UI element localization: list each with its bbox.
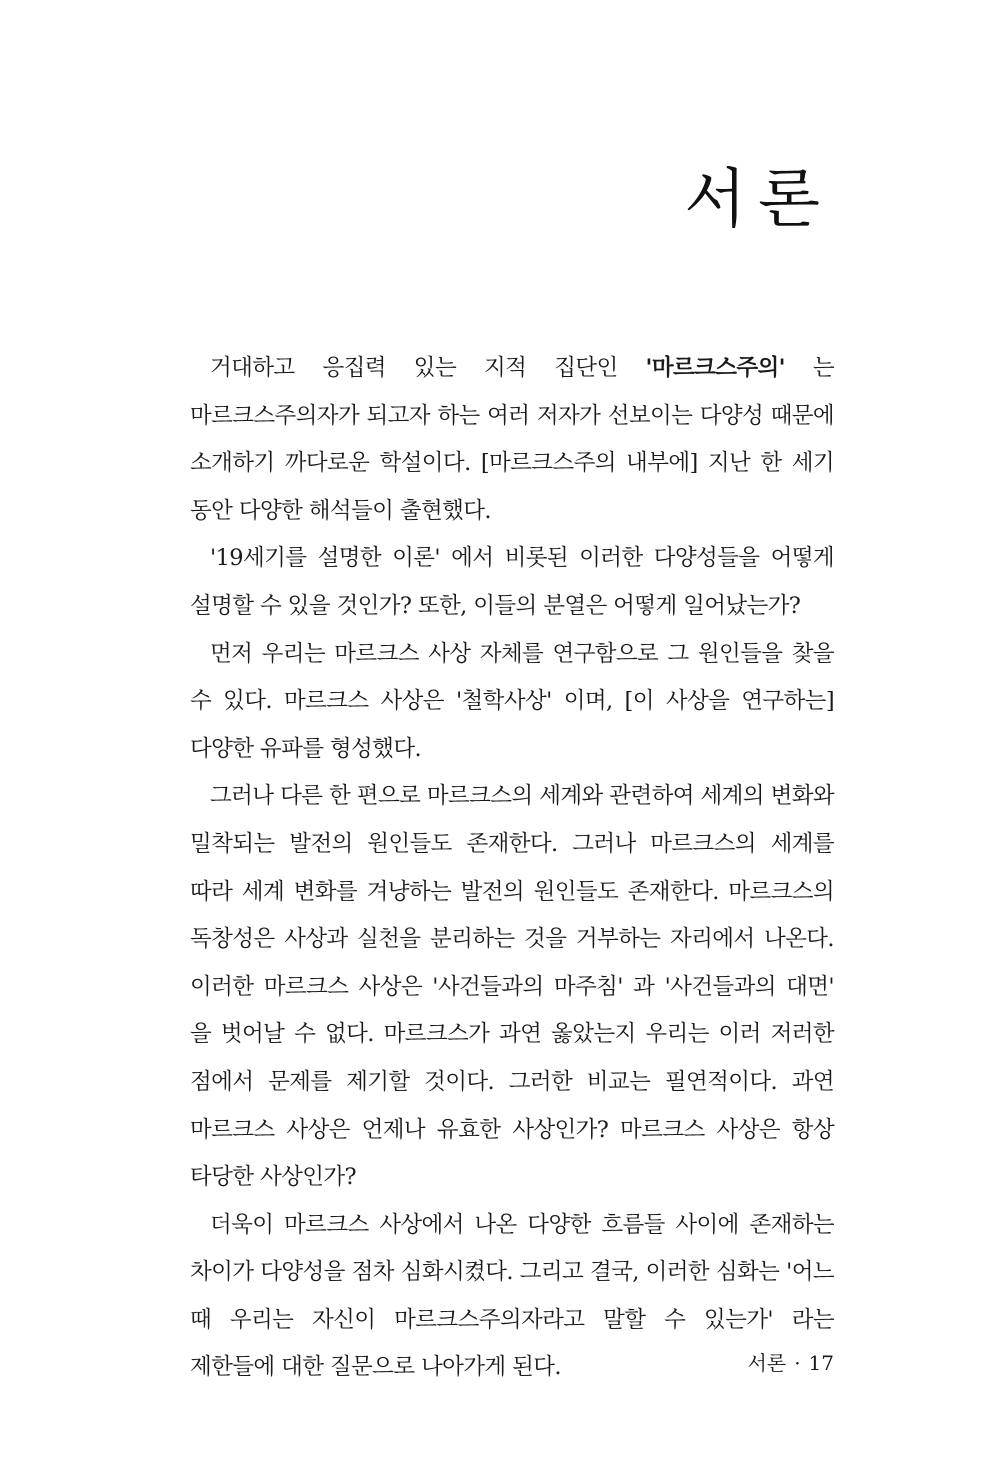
page-footer <box>748 1348 834 1378</box>
body-text <box>190 345 834 1392</box>
paragraph-1-rest: 는 마르크스주의자가 되고자 하는 여러 저자가 선보이는 다양성 때문에 소개하기 까다로운 학설이다. [마르크스주의 내부에] 지난 한 세기 동안 다양한 해석들이 출현했다. <box>190 355 835 524</box>
paragraph-1 <box>190 345 834 535</box>
folio-separator: · <box>794 1351 801 1375</box>
paragraph-2: '19세기를 설명한 이론' 에서 비롯된 이러한 다양성들을 어떻게 설명할 수 있을 것인가? 또한, 이들의 분열은 어떻게 일어났는가? <box>190 545 834 619</box>
paragraph-1-intro: 거대하고 응집력 있는 지적 집단인 <box>210 355 646 381</box>
running-head: 서론 <box>747 1351 787 1375</box>
page-number: 17 <box>808 1351 834 1375</box>
key-term-marxism: '마르크스주의' <box>645 355 785 381</box>
chapter-title: 서론 <box>684 163 832 237</box>
paragraph-5: 더욱이 마르크스 사상에서 나온 다양한 흐름들 사이에 존재하는 차이가 다양성을 점차 심화시켰다. 그리고 결국, 이러한 심화는 '어느 때 우리는 자신이 마르크스주의자라고 말할 수 있는가' 라는 제한들에 대한 질문으로 나아가게 된다. <box>190 1211 834 1381</box>
paragraph-4: 그러나 다른 한 편으로 마르크스의 세계와 관련하여 세계의 변화와 밀착되는 발전의 원인들도 존재한다. 그러나 마르크스의 세계를 따라 세계 변화를 겨냥하는 발전의 원인들도 존재한다. 마르크스의 독창성은 사상과 실천을 분리하는 것을 거부하는 자리에서 나온다. 이러한 마르크스 사상은 '사건들과의 마주침' 과 '사건들과의 대면' 을 벗어날 수 없다. 마르크스가 과연 옳았는지 우리는 이러 저러한 점에서 문제를 제기할 것이다. 그러한 비교는 필연적이다. 과연 마르크스 사상은 언제나 유효한 사상인가? 마르크스 사상은 항상 타당한 사상인가? <box>190 783 834 1191</box>
paragraph-3: 먼저 우리는 마르크스 사상 자체를 연구함으로 그 원인들을 찾을 수 있다. 마르크스 사상은 '철학사상' 이며, [이 사상을 연구하는] 다양한 유파를 형성했다. <box>190 640 834 762</box>
